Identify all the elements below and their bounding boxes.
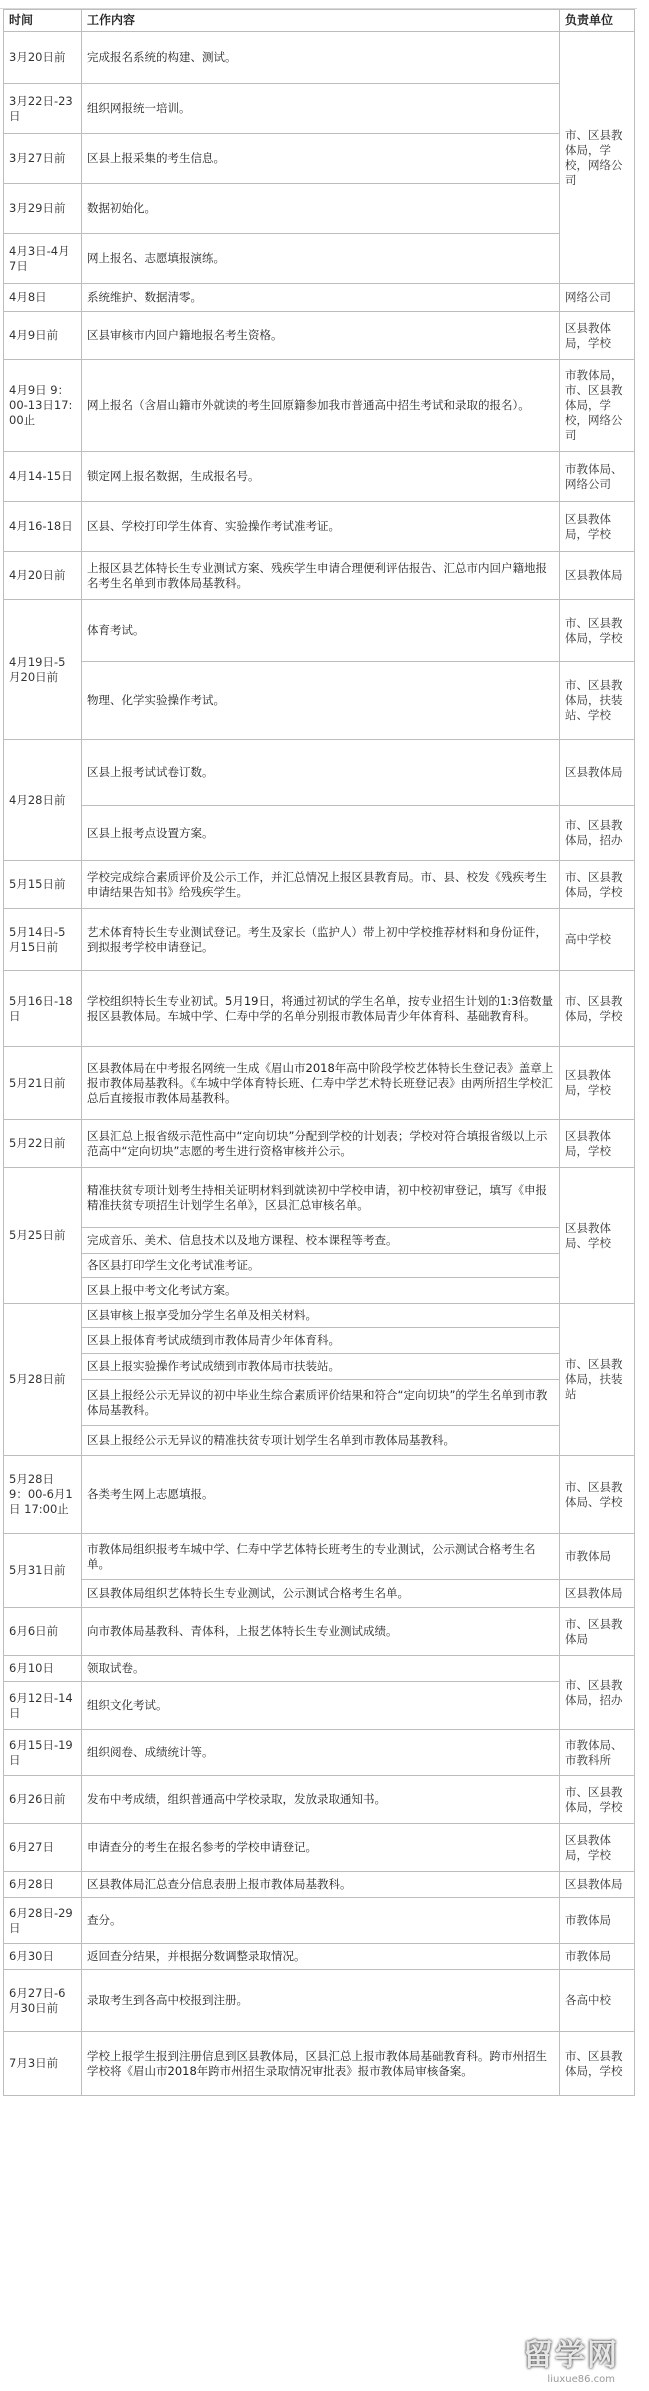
time-cell: 5月15日前 xyxy=(4,861,82,909)
table-row xyxy=(4,284,635,312)
table-row xyxy=(4,1304,635,1328)
content-cell: 录取考生到各高中校报到注册。 xyxy=(82,1970,560,2032)
time-cell: 5月21日前 xyxy=(4,1047,82,1120)
time-cell: 6月12日-14日 xyxy=(4,1682,82,1730)
content-cell: 各类考生网上志愿填报。 xyxy=(82,1456,560,1534)
table-row xyxy=(4,1328,635,1354)
unit-cell: 市、区县教体局，招办 xyxy=(560,1656,635,1730)
time-cell: 5月28日前 xyxy=(4,1304,82,1456)
table-row xyxy=(4,1120,635,1168)
time-cell: 4月9日 9：00-13日17:00止 xyxy=(4,360,82,452)
unit-cell: 市、区县教体局 xyxy=(560,1608,635,1656)
table-row xyxy=(4,1580,635,1608)
content-cell: 完成音乐、美术、信息技术以及地方课程、校本课程等考查。 xyxy=(82,1228,560,1254)
time-cell: 6月27日 xyxy=(4,1824,82,1872)
unit-cell: 区县教体局，学校 xyxy=(560,1824,635,1872)
table-row xyxy=(4,312,635,360)
table-row xyxy=(4,1380,635,1426)
content-cell: 学校上报学生报到注册信息到区县教体局，区县汇总上报市教体局基础教育科。跨市州招生学校将《眉山市2018年跨市州招生录取情况审批表》报市教体局审核备案。 xyxy=(82,2032,560,2096)
content-cell: 区县教体局汇总查分信息表册上报市教体局基教科。 xyxy=(82,1872,560,1898)
time-cell: 4月3日-4月7日 xyxy=(4,234,82,284)
unit-cell: 市、区县教体局，学校 xyxy=(560,861,635,909)
top-divider xyxy=(0,0,637,9)
table-row xyxy=(4,1944,635,1970)
watermark-url: liuxue86.com xyxy=(547,2374,615,2385)
unit-cell: 市、区县教体局，学校 xyxy=(560,600,635,662)
table-row xyxy=(4,32,635,84)
time-cell: 6月10日 xyxy=(4,1656,82,1682)
watermark-text: 留学网 xyxy=(523,2338,619,2373)
unit-cell: 市、区县教体局，扶装站 xyxy=(560,1304,635,1456)
content-cell: 返回查分结果，并根据分数调整录取情况。 xyxy=(82,1944,560,1970)
table-row xyxy=(4,1047,635,1120)
unit-cell: 市、区县教体局，学校，网络公司 xyxy=(560,32,635,284)
content-cell: 发布中考成绩，组织普通高中学校录取，发放录取通知书。 xyxy=(82,1776,560,1824)
unit-cell: 市教体局、市教科所 xyxy=(560,1730,635,1776)
time-cell: 3月22日-23日 xyxy=(4,84,82,134)
table-row xyxy=(4,1898,635,1944)
time-cell: 4月14-15日 xyxy=(4,452,82,502)
table-row xyxy=(4,552,635,600)
unit-cell: 区县教体局 xyxy=(560,552,635,600)
table-row xyxy=(4,1608,635,1656)
content-cell: 上报区县艺体特长生专业测试方案、残疾学生申请合理便利评估报告、汇总市内回户籍地报名考生名单到市教体局基教科。 xyxy=(82,552,560,600)
table-row xyxy=(4,1534,635,1580)
unit-cell: 市、区县教体局，学校 xyxy=(560,2032,635,2096)
table-row xyxy=(4,1354,635,1380)
time-cell: 5月31日前 xyxy=(4,1534,82,1608)
time-cell: 6月30日 xyxy=(4,1944,82,1970)
table-row xyxy=(4,84,635,134)
time-cell: 5月28日 9：00-6月1日 17:00止 xyxy=(4,1456,82,1534)
unit-cell: 市教体局 xyxy=(560,1944,635,1970)
unit-cell: 市教体局 xyxy=(560,1898,635,1944)
time-cell: 6月27日-6月30日前 xyxy=(4,1970,82,2032)
unit-cell: 各高中校 xyxy=(560,1970,635,2032)
content-cell: 各区县打印学生文化考试准考证。 xyxy=(82,1254,560,1278)
table-row xyxy=(4,1254,635,1278)
time-cell: 3月29日前 xyxy=(4,184,82,234)
content-cell: 区县上报体育考试成绩到市教体局青少年体育科。 xyxy=(82,1328,560,1354)
time-cell: 6月28日 xyxy=(4,1872,82,1898)
time-cell: 3月20日前 xyxy=(4,32,82,84)
table-row xyxy=(4,909,635,971)
table-row xyxy=(4,234,635,284)
content-cell: 系统维护、数据清零。 xyxy=(82,284,560,312)
table-row xyxy=(4,971,635,1047)
table-row xyxy=(4,1824,635,1872)
unit-cell: 区县教体局 xyxy=(560,1872,635,1898)
table-row xyxy=(4,1776,635,1824)
content-cell: 物理、化学实验操作考试。 xyxy=(82,662,560,740)
time-cell: 6月15日-19日 xyxy=(4,1730,82,1776)
unit-cell: 区县教体局 xyxy=(560,1580,635,1608)
content-cell: 组织网报统一培训。 xyxy=(82,84,560,134)
content-cell: 学校完成综合素质评价及公示工作，并汇总情况上报区县教育局。市、县、校发《残疾考生申请结果告知书》给残疾学生。 xyxy=(82,861,560,909)
content-cell: 区县、学校打印学生体育、实验操作考试准考证。 xyxy=(82,502,560,552)
unit-cell: 区县教体局 xyxy=(560,740,635,806)
content-cell: 组织阅卷、成绩统计等。 xyxy=(82,1730,560,1776)
table-row xyxy=(4,1228,635,1254)
content-cell: 完成报名系统的构建、测试。 xyxy=(82,32,560,84)
content-cell: 锁定网上报名数据，生成报名号。 xyxy=(82,452,560,502)
unit-cell: 市、区县教体局，扶装站、学校 xyxy=(560,662,635,740)
content-cell: 区县上报采集的考生信息。 xyxy=(82,134,560,184)
content-cell: 学校组织特长生专业初试。5月19日，将通过初试的学生名单，按专业招生计划的1:3倍数量报区县教体局。车城中学、仁寿中学的名单分别报市教体局青少年体育科、基础教育科。 xyxy=(82,971,560,1047)
unit-cell: 市、区县教体局，学校 xyxy=(560,1776,635,1824)
watermark-logo xyxy=(474,2330,619,2385)
time-cell: 4月8日 xyxy=(4,284,82,312)
content-cell: 体育考试。 xyxy=(82,600,560,662)
content-cell: 艺术体育特长生专业测试登记。考生及家长（监护人）带上初中学校推荐材料和身份证件，到拟报考学校申请登记。 xyxy=(82,909,560,971)
table-row xyxy=(4,1656,635,1682)
time-cell: 5月16日-18日 xyxy=(4,971,82,1047)
table-row xyxy=(4,662,635,740)
content-cell: 网上报名、志愿填报演练。 xyxy=(82,234,560,284)
unit-cell: 区县教体局，学校 xyxy=(560,1120,635,1168)
table-row xyxy=(4,134,635,184)
unit-cell: 市教体局，市、区县教体局，学校，网络公司 xyxy=(560,360,635,452)
content-cell: 市教体局组织报考车城中学、仁寿中学艺体特长班考生的专业测试，公示测试合格考生名单。 xyxy=(82,1534,560,1580)
table-row xyxy=(4,502,635,552)
table-row xyxy=(4,1426,635,1456)
unit-cell: 市、区县教体局，招办 xyxy=(560,806,635,861)
time-cell: 4月19日-5月20日前 xyxy=(4,600,82,740)
unit-cell: 市、区县教体局，学校 xyxy=(560,971,635,1047)
content-cell: 查分。 xyxy=(82,1898,560,1944)
table-row xyxy=(4,600,635,662)
content-cell: 区县上报中考文化考试方案。 xyxy=(82,1278,560,1304)
content-cell: 区县教体局在中考报名网统一生成《眉山市2018年高中阶段学校艺体特长生登记表》盖章上报市教体局基教科。《车城中学体育特长班、仁寿中学艺术特长班登记表》由两所招生学校汇总后直接报市教体局基教科。 xyxy=(82,1047,560,1120)
unit-cell: 区县教体局、学校 xyxy=(560,1168,635,1304)
unit-cell: 网络公司 xyxy=(560,284,635,312)
table-row xyxy=(4,861,635,909)
table-row xyxy=(4,1456,635,1534)
time-cell: 5月22日前 xyxy=(4,1120,82,1168)
time-cell: 4月16-18日 xyxy=(4,502,82,552)
unit-cell: 区县教体局，学校 xyxy=(560,1047,635,1120)
table-row xyxy=(4,1682,635,1730)
content-cell: 区县上报考试试卷订数。 xyxy=(82,740,560,806)
time-cell: 3月27日前 xyxy=(4,134,82,184)
table-row xyxy=(4,1278,635,1304)
content-cell: 申请查分的考生在报名参考的学校申请登记。 xyxy=(82,1824,560,1872)
content-cell: 区县上报经公示无异议的初中毕业生综合素质评价结果和符合“定向切块”的学生名单到市教体局基教科。 xyxy=(82,1380,560,1426)
time-cell: 4月9日前 xyxy=(4,312,82,360)
content-cell: 数据初始化。 xyxy=(82,184,560,234)
unit-cell: 市教体局、网络公司 xyxy=(560,452,635,502)
table-row xyxy=(4,806,635,861)
content-cell: 区县审核市内回户籍地报名考生资格。 xyxy=(82,312,560,360)
content-cell: 区县审核上报享受加分学生名单及相关材料。 xyxy=(82,1304,560,1328)
table-row xyxy=(4,360,635,452)
content-cell: 向市教体局基教科、青体科，上报艺体特长生专业测试成绩。 xyxy=(82,1608,560,1656)
content-cell: 区县上报考点设置方案。 xyxy=(82,806,560,861)
content-cell: 领取试卷。 xyxy=(82,1656,560,1682)
content-cell: 网上报名（含眉山籍市外就读的考生回原籍参加我市普通高中招生考试和录取的报名）。 xyxy=(82,360,560,452)
table-header-row xyxy=(4,10,635,32)
time-cell: 6月6日前 xyxy=(4,1608,82,1656)
unit-cell: 区县教体局，学校 xyxy=(560,312,635,360)
time-cell: 6月26日前 xyxy=(4,1776,82,1824)
content-cell: 精准扶贫专项计划考生持相关证明材料到就读初中学校申请，初中校初审登记，填写《申报精准扶贫专项招生计划学生名单》，区县汇总审核名单。 xyxy=(82,1168,560,1228)
time-cell: 6月28日-29日 xyxy=(4,1898,82,1944)
content-cell: 组织文化考试。 xyxy=(82,1682,560,1730)
header-time: 时间 xyxy=(4,10,82,32)
schedule-table xyxy=(3,9,635,2096)
table-row xyxy=(4,1730,635,1776)
time-cell: 4月20日前 xyxy=(4,552,82,600)
table-body xyxy=(4,32,635,2096)
unit-cell: 市、区县教体局、学校 xyxy=(560,1456,635,1534)
unit-cell: 区县教体局，学校 xyxy=(560,502,635,552)
content-cell: 区县上报经公示无异议的精准扶贫专项计划学生名单到市教体局基教科。 xyxy=(82,1426,560,1456)
content-cell: 区县上报实验操作考试成绩到市教体局市扶装站。 xyxy=(82,1354,560,1380)
time-cell: 5月14日-5月15日前 xyxy=(4,909,82,971)
content-cell: 区县汇总上报省级示范性高中“定向切块”分配到学校的计划表；学校对符合填报省级以上示范高中“定向切块”志愿的考生进行资格审核并公示。 xyxy=(82,1120,560,1168)
unit-cell: 市教体局 xyxy=(560,1534,635,1580)
table-row xyxy=(4,740,635,806)
unit-cell: 高中学校 xyxy=(560,909,635,971)
content-cell: 区县教体局组织艺体特长生专业测试，公示测试合格考生名单。 xyxy=(82,1580,560,1608)
header-unit: 负责单位 xyxy=(560,10,635,32)
table-row xyxy=(4,184,635,234)
table-row xyxy=(4,1168,635,1228)
table-row xyxy=(4,1872,635,1898)
time-cell: 5月25日前 xyxy=(4,1168,82,1304)
time-cell: 7月3日前 xyxy=(4,2032,82,2096)
table-row xyxy=(4,1970,635,2032)
table-row xyxy=(4,2032,635,2096)
header-content: 工作内容 xyxy=(82,10,560,32)
time-cell: 4月28日前 xyxy=(4,740,82,861)
table-row xyxy=(4,452,635,502)
